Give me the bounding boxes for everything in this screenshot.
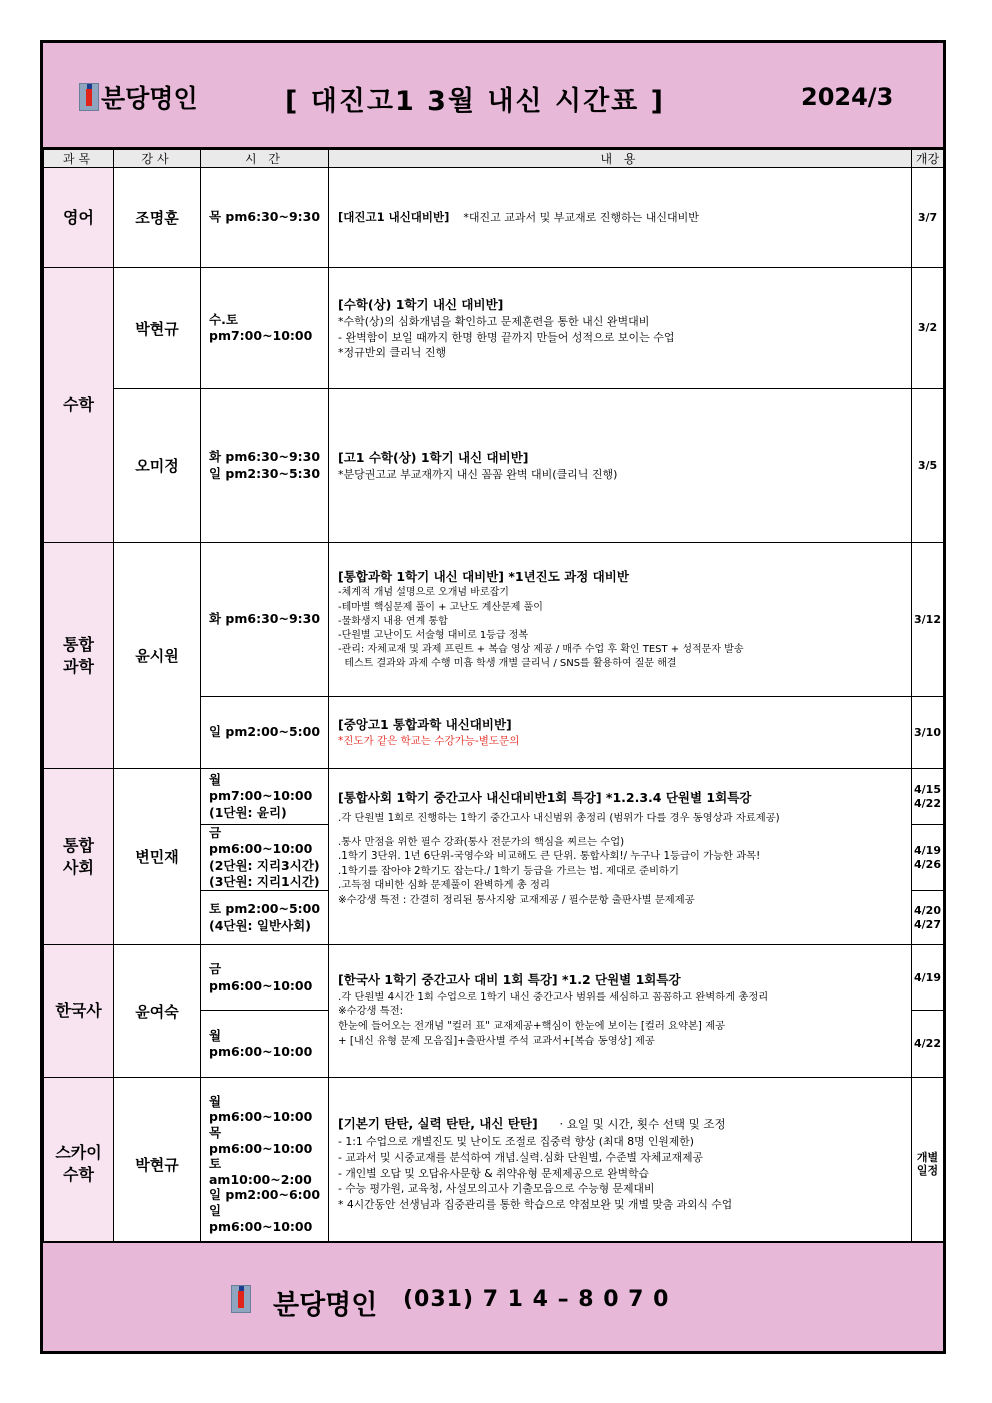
start-date-cell: 4/22: [912, 1011, 944, 1078]
time-cell: [201, 268, 329, 389]
content-line: -관리: 자체교재 및 과제 프린트 + 복습 영상 제공 / 매주 수업 후 확인 TEST + 성적문자 발송: [338, 644, 744, 656]
start-date-cell: 3/10: [912, 697, 944, 769]
subject-line: 수학: [63, 1165, 94, 1184]
start-line: 4/15: [914, 783, 941, 797]
time-line: (1단원: 윤리): [209, 804, 287, 820]
teacher-cell: 박현규: [114, 268, 201, 389]
content-cell: [329, 389, 912, 543]
content-line: *분당권고교 부교재까지 내신 꼼꼼 완벽 대비(클리닉 진행): [338, 468, 618, 482]
content-line: .각 단원별 1회로 진행하는 1학기 중간고사 내신범위 총정리 (범위가 다를 경우 동영상과 자료제공): [338, 811, 780, 824]
teacher-cell: 조명훈: [114, 168, 201, 268]
subject-line: 통합: [63, 835, 94, 855]
header-banner: [43, 43, 943, 149]
content-line: -테마별 핵심문제 풀이 + 고난도 계산문제 풀이: [338, 601, 543, 613]
column-header-subject: 과목: [44, 150, 114, 168]
content-text: *대진고 교과서 및 부교재로 진행하는 내신대비반: [463, 210, 699, 224]
time-cell: 금 pm6:00~10:00: [201, 945, 329, 1011]
start-date-cell: 3/5: [912, 389, 944, 543]
time-cell: [201, 1078, 329, 1251]
content-line: - 교과서 및 시중교재를 분석하여 개념.실력.심화 단원별, 수준별 자체교재제공: [338, 1151, 703, 1165]
content-line: .통사 만점을 위한 필수 강좌(통사 전문가의 핵심을 찌르는 수업): [338, 835, 625, 848]
subject-cell: [44, 1078, 114, 1251]
content-line: ※수강생 특전:: [338, 1005, 404, 1018]
time-cell: 목 pm6:30~9:30: [201, 168, 329, 268]
start-date-cell: 3/12: [912, 543, 944, 697]
content-cell: [329, 268, 912, 389]
page-title: [ 대진고1 3월 내신 시간표 ]: [285, 86, 665, 117]
time-line: (4단원: 일반사회): [209, 917, 311, 933]
content-line: .1학기 3단위. 1년 6단위-국영수와 비교해도 큰 단위. 통합사회!/ 누구나 1등급이 가능한 과목!: [338, 850, 761, 863]
academy-logo-icon: [79, 83, 99, 111]
content-line: - 완벽함이 보일 때까지 한명 한명 끝까지 만들어 성적으로 보이는 수업: [338, 330, 675, 344]
time-cell: 일 pm2:00~5:00: [201, 697, 329, 769]
table-row: [44, 945, 944, 1011]
time-line: 일 pm2:00~6:00: [209, 1187, 321, 1203]
table-row: [44, 543, 944, 697]
content-line: .고득점 대비한 심화 문제풀이 완벽하게 총 정리: [338, 879, 550, 892]
subject-cell: [44, 769, 114, 945]
table-row: [44, 168, 944, 268]
table-row: [44, 1078, 944, 1251]
subject-line: 통합: [63, 634, 94, 654]
content-title: [수학(상) 1학기 내신 대비반]: [338, 297, 504, 313]
teacher-cell: 오미정: [114, 389, 201, 543]
start-date-cell: [912, 769, 944, 825]
content-line: 테스트 결과와 과제 수행 미흡 학생 개별 클리닉 / SNS를 활용하여 질문 해결: [338, 658, 677, 670]
content-cell: [329, 543, 912, 697]
content-line: *정규반외 클리닉 진행: [338, 345, 447, 359]
table-row: [44, 389, 944, 543]
table-header-row: [44, 150, 944, 168]
column-header-start: 개강: [912, 150, 944, 168]
column-header-time: 시 간: [201, 150, 329, 168]
content-cell: [329, 697, 912, 769]
teacher-cell: 변민재: [114, 769, 201, 945]
content-line: .1학기를 잡아야 2학기도 잡는다./ 1학기 등급을 가르는 법. 제대로 준비하기: [338, 864, 679, 877]
content-line: .각 단원별 4시간 1회 수업으로 1학기 내신 중간고사 범위를 세심하고 꼼꼼하고 완벽하게 총정리: [338, 990, 769, 1003]
time-cell: [201, 891, 329, 945]
start-line: 4/26: [914, 857, 941, 871]
subject-line: 사회: [63, 857, 94, 877]
teacher-cell: 박현규: [114, 1078, 201, 1251]
subject-line: 스카이: [55, 1143, 102, 1163]
start-date-cell: 3/7: [912, 168, 944, 268]
timetable: [43, 149, 944, 1251]
time-line: 월 pm7:00~10:00: [209, 772, 313, 804]
content-line: -단원별 고난이도 서술형 대비로 1등급 정복: [338, 629, 529, 641]
content-cell: [329, 1078, 912, 1251]
time-line: 토 pm2:00~5:00: [209, 901, 321, 917]
content-line: -체계적 개념 설명으로 오개념 바로잡기: [338, 587, 509, 599]
time-line: 목 pm6:00~10:00: [209, 1124, 313, 1156]
start-date-cell: 4/19: [912, 945, 944, 1011]
content-cell: [329, 945, 912, 1078]
content-line: -물화생지 내용 연계 통합: [338, 615, 448, 627]
content-cell: [329, 168, 912, 268]
subject-cell: [44, 543, 114, 769]
time-line: 화 pm6:30~9:30: [209, 449, 321, 465]
column-header-content: 내 용: [329, 150, 912, 168]
time-line: 수.토: [209, 311, 238, 327]
subject-cell: 한국사: [44, 945, 114, 1078]
footer-banner: [43, 1241, 943, 1351]
content-title: [고1 수학(상) 1학기 내신 대비반]: [338, 449, 529, 465]
start-date-cell: [912, 1078, 944, 1251]
time-line: 월 pm6:00~10:00: [209, 1093, 313, 1125]
start-date-cell: [912, 825, 944, 891]
time-cell: 화 pm6:30~9:30: [201, 543, 329, 697]
content-title-row: [338, 1115, 911, 1133]
column-header-teacher: 강사: [114, 150, 201, 168]
time-cell: [201, 769, 329, 825]
time-line: pm7:00~10:00: [209, 328, 313, 343]
start-line: 4/19: [914, 844, 941, 858]
footer-phone: (031) 7 1 4 – 8 0 7 0: [403, 1287, 670, 1312]
content-title: [한국사 1학기 중간고사 대비 1회 특강] *1.2 단원별 1회특강: [338, 972, 681, 987]
brand-name: 분당명인: [101, 84, 198, 113]
content-note: *진도가 같은 학교는 수강가능-별도문의: [338, 735, 520, 748]
content-title: [기본기 탄탄, 실력 탄탄, 내신 탄탄]: [338, 1116, 538, 1132]
content-cell: [329, 769, 912, 945]
timetable-page: [40, 40, 946, 1354]
content-line: * 4시간동안 선생님과 집중관리를 통한 학습으로 약점보완 및 개별 맞춤 과외식 수업: [338, 1198, 733, 1212]
start-line: 개별: [916, 1150, 939, 1164]
teacher-cell: 윤여숙: [114, 945, 201, 1078]
time-line: 토 am10:00~2:00: [209, 1156, 312, 1187]
time-cell: 월 pm6:00~10:00: [201, 1011, 329, 1078]
content-line: ※수강생 특전 : 간결히 정리된 통사지왕 교재제공 / 필수문항 출판사별 문제제공: [338, 893, 695, 906]
content-line: - 1:1 수업으로 개별진도 및 난이도 조절로 집중력 향상 (최대 8명 인원제한): [338, 1135, 694, 1149]
teacher-cell: 윤시원: [114, 543, 201, 769]
table-row: [44, 769, 944, 825]
content-title: [통합사회 1학기 중간고사 내신대비반1회 특강] *1.2.3.4 단원별 1회특강: [338, 790, 752, 805]
academy-logo-icon: [231, 1285, 251, 1313]
time-line: 금 pm6:00~10:00: [209, 825, 313, 857]
time-line: 일 pm2:30~5:30: [209, 465, 321, 481]
footer-brand-name: 분당명인: [273, 1290, 378, 1321]
start-line: 4/27: [914, 917, 941, 931]
time-line: 일 pm6:00~10:00: [209, 1203, 313, 1234]
time-line: (2단원: 지리3시간): [209, 857, 320, 873]
time-cell: [201, 389, 329, 543]
content-text: · 요일 및 시간, 횟수 선택 및 조정: [559, 1117, 726, 1132]
content-line: - 수능 평가원, 교육청, 사설모의고사 기출모음으로 수능형 문제대비: [338, 1182, 655, 1196]
content-title: [통합과학 1학기 내신 대비반] *1년진도 과정 대비반: [338, 568, 629, 584]
content-title: [대진고1 내신대비반]: [338, 209, 450, 224]
start-date-cell: 3/2: [912, 268, 944, 389]
start-line: 4/20: [914, 904, 941, 918]
start-line: 일정: [916, 1164, 939, 1177]
start-line: 4/22: [914, 796, 941, 810]
content-line: + [내신 유형 문제 모음집]+출판사별 주석 교과서+[복습 동영상] 제공: [338, 1034, 655, 1047]
time-line: (3단원: 지리1시간): [209, 873, 320, 889]
page-date: 2024/3: [801, 83, 894, 111]
start-date-cell: [912, 891, 944, 945]
subject-cell: 영어: [44, 168, 114, 268]
subject-line: 과학: [63, 656, 94, 676]
time-cell: [201, 825, 329, 891]
content-line: *수학(상)의 심화개념을 확인하고 문제훈련을 통한 내신 완벽대비: [338, 315, 650, 329]
content-line: - 개인별 오답 및 오답유사문항 & 취약유형 문제제공으로 완벽학습: [338, 1166, 649, 1180]
content-title: [중앙고1 통합과학 내신대비반]: [338, 717, 512, 733]
table-row: [44, 268, 944, 389]
subject-cell: 수학: [44, 268, 114, 543]
content-line: 한눈에 들어오는 전개념 "컬러 표" 교재제공+핵심이 한눈에 보이는 [컬러 요약본] 제공: [338, 1019, 726, 1032]
